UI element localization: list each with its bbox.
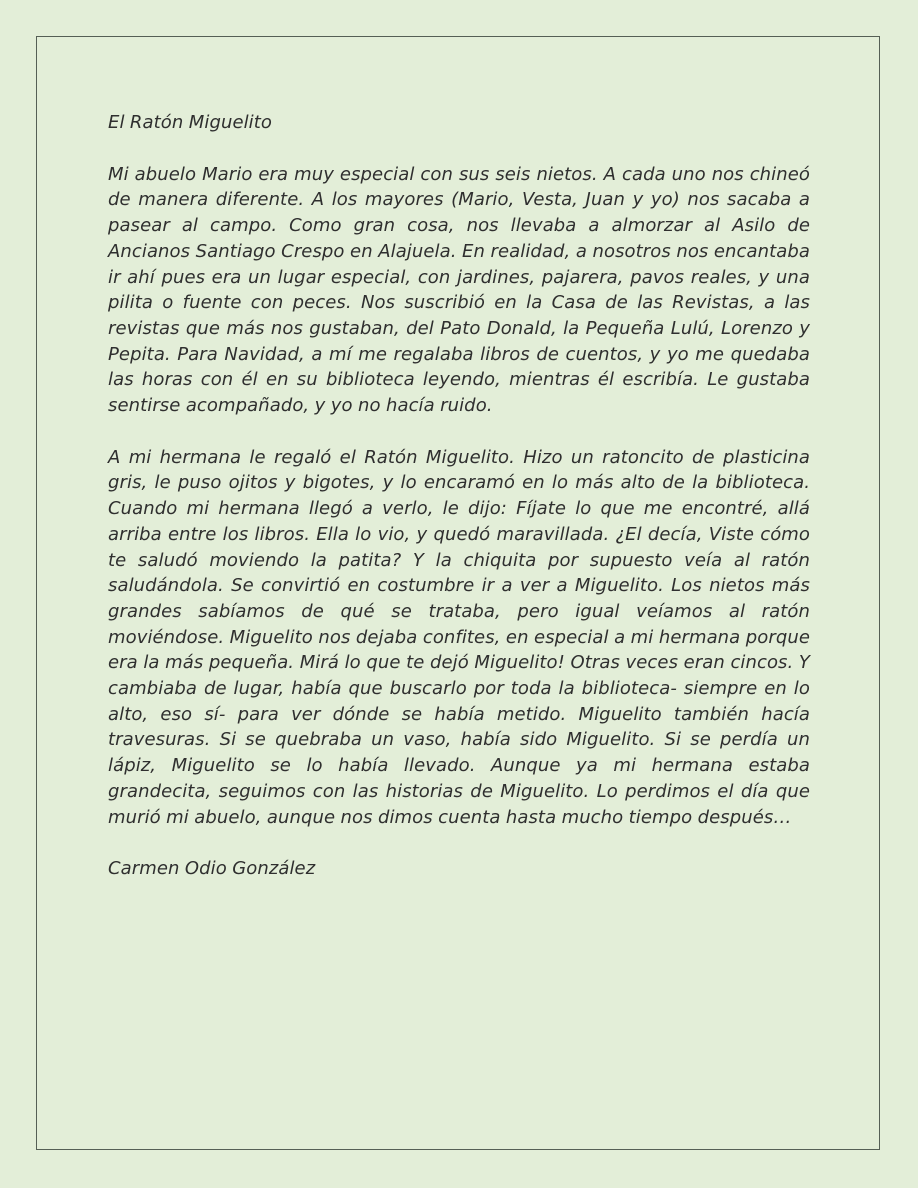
author-signature: Carmen Odio González — [108, 858, 316, 880]
document-body — [108, 110, 810, 882]
paragraph-1: Mi abuelo Mario era muy especial con sus seis nietos. A cada uno nos chineó de manera diferente. A los mayores (Mario, Vesta, Juan y yo) nos sacaba a pasear al campo. Como gran cosa, nos llevaba a almorzar al Asilo de Ancianos Santiago Crespo en Alajuela. En realidad, a nosotros nos encantaba ir ahí pues era un lugar especial, con jardines, pajarera, pavos reales, y una pilita o fuente con peces. Nos suscribió en la Casa de las Revistas, a las revistas que más nos gustaban, del Pato Donald, la Pequeña Lulú, Lorenzo y Pepita. Para Navidad, a mí me regalaba libros de cuentos, y yo me quedaba las horas con él en su biblioteca leyendo, mientras él escribía. Le gustaba sentirse acompañado, y yo no hacía ruido. — [108, 163, 810, 417]
paragraph-2: A mi hermana le regaló el Ratón Miguelito. Hizo un ratoncito de plasticina gris, le puso ojitos y bigotes, y lo encaramó en lo más alto de la biblioteca. Cuando mi hermana llegó a verlo, le dijo: Fíjate lo que me encontré, allá arriba entre los libros. Ella lo vio, y quedó maravillada. ¿El decía, Viste cómo te saludó moviendo la patita? Y la chiquita por supuesto veía al ratón saludándola. Se convirtió en costumbre ir a ver a Miguelito. Los nietos más grandes sabíamos de qué se trataba, pero igual veíamos al ratón moviéndose. Miguelito nos dejaba confites, en especial a mi hermana porque era la más pequeña. Mirá lo que te dejó Miguelito! Otras veces eran cincos. Y cambiaba de lugar, había que buscarlo por toda la biblioteca- siempre en lo alto, eso sí- para ver dónde se había metido. Miguelito también hacía travesuras. Si se quebraba un vaso, había sido Miguelito. Si se perdía un lápiz, Miguelito se lo había llevado. Aunque ya mi hermana estaba grandecita, seguimos con las historias de Miguelito. Lo perdimos el día que murió mi abuelo, aunque nos dimos cuenta hasta mucho tiempo después… — [108, 446, 810, 828]
document-title: El Ratón Miguelito — [108, 112, 272, 133]
